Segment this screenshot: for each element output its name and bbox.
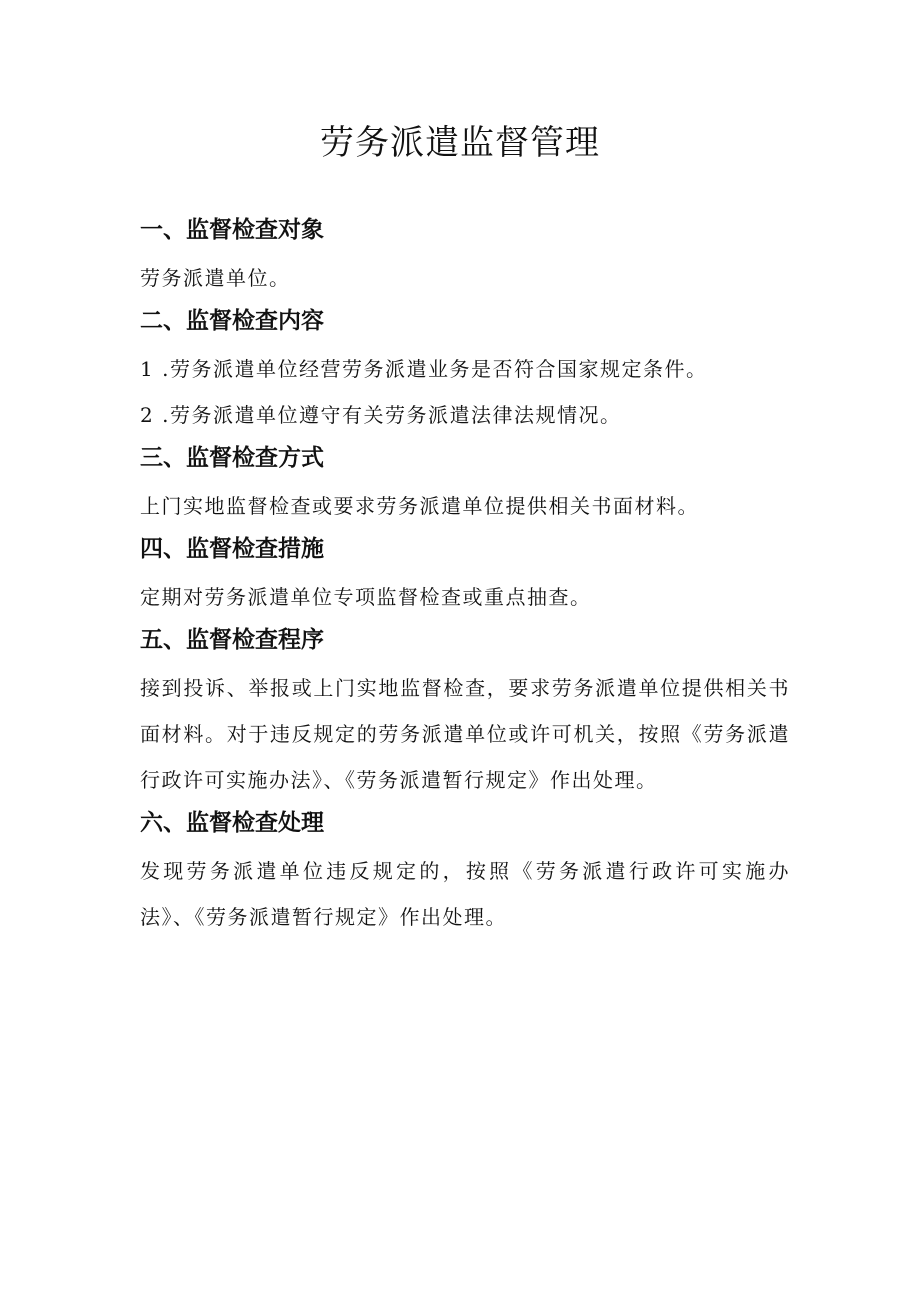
- section-paragraph: 上门实地监督检查或要求劳务派遣单位提供相关书面材料。: [140, 494, 699, 518]
- section-heading: 一、监督检查对象: [140, 217, 324, 243]
- document-title: 劳务派遣监督管理: [320, 123, 600, 163]
- section-inspection-target: [140, 210, 790, 301]
- section-paragraph: 发现劳务派遣单位违反规定的，按照《劳务派遣行政许可实施办法》、《劳务派遣暂行规定》作出处理。: [140, 859, 790, 929]
- section-paragraph: 接到投诉、举报或上门实地监督检查，要求劳务派遣单位提供相关书面材料。对于违反规定的劳务派遣单位或许可机关，按照《劳务派遣行政许可实施办法》、《劳务派遣暂行规定》作出处理。: [140, 676, 790, 792]
- section-paragraph: 2 .劳务派遣单位遵守有关劳务派遣法律法规情况。: [140, 403, 622, 427]
- section-inspection-handling: [140, 803, 790, 940]
- section-paragraph: 1 .劳务派遣单位经营劳务派遣业务是否符合国家规定条件。: [140, 357, 708, 381]
- section-inspection-method: [140, 438, 790, 529]
- section-paragraph: 劳务派遣单位。: [140, 266, 291, 290]
- section-paragraph: 定期对劳务派遣单位专项监督检查或重点抽查。: [140, 585, 592, 609]
- section-heading: 二、监督检查内容: [140, 308, 324, 334]
- section-heading: 三、监督检查方式: [140, 445, 324, 471]
- section-heading: 五、监督检查程序: [140, 627, 324, 653]
- section-inspection-procedure: [140, 620, 790, 803]
- section-inspection-content: [140, 301, 790, 438]
- section-heading: 六、监督检查处理: [140, 810, 324, 836]
- section-inspection-measures: [140, 529, 790, 620]
- section-heading: 四、监督检查措施: [140, 536, 324, 562]
- document-body: [140, 210, 790, 940]
